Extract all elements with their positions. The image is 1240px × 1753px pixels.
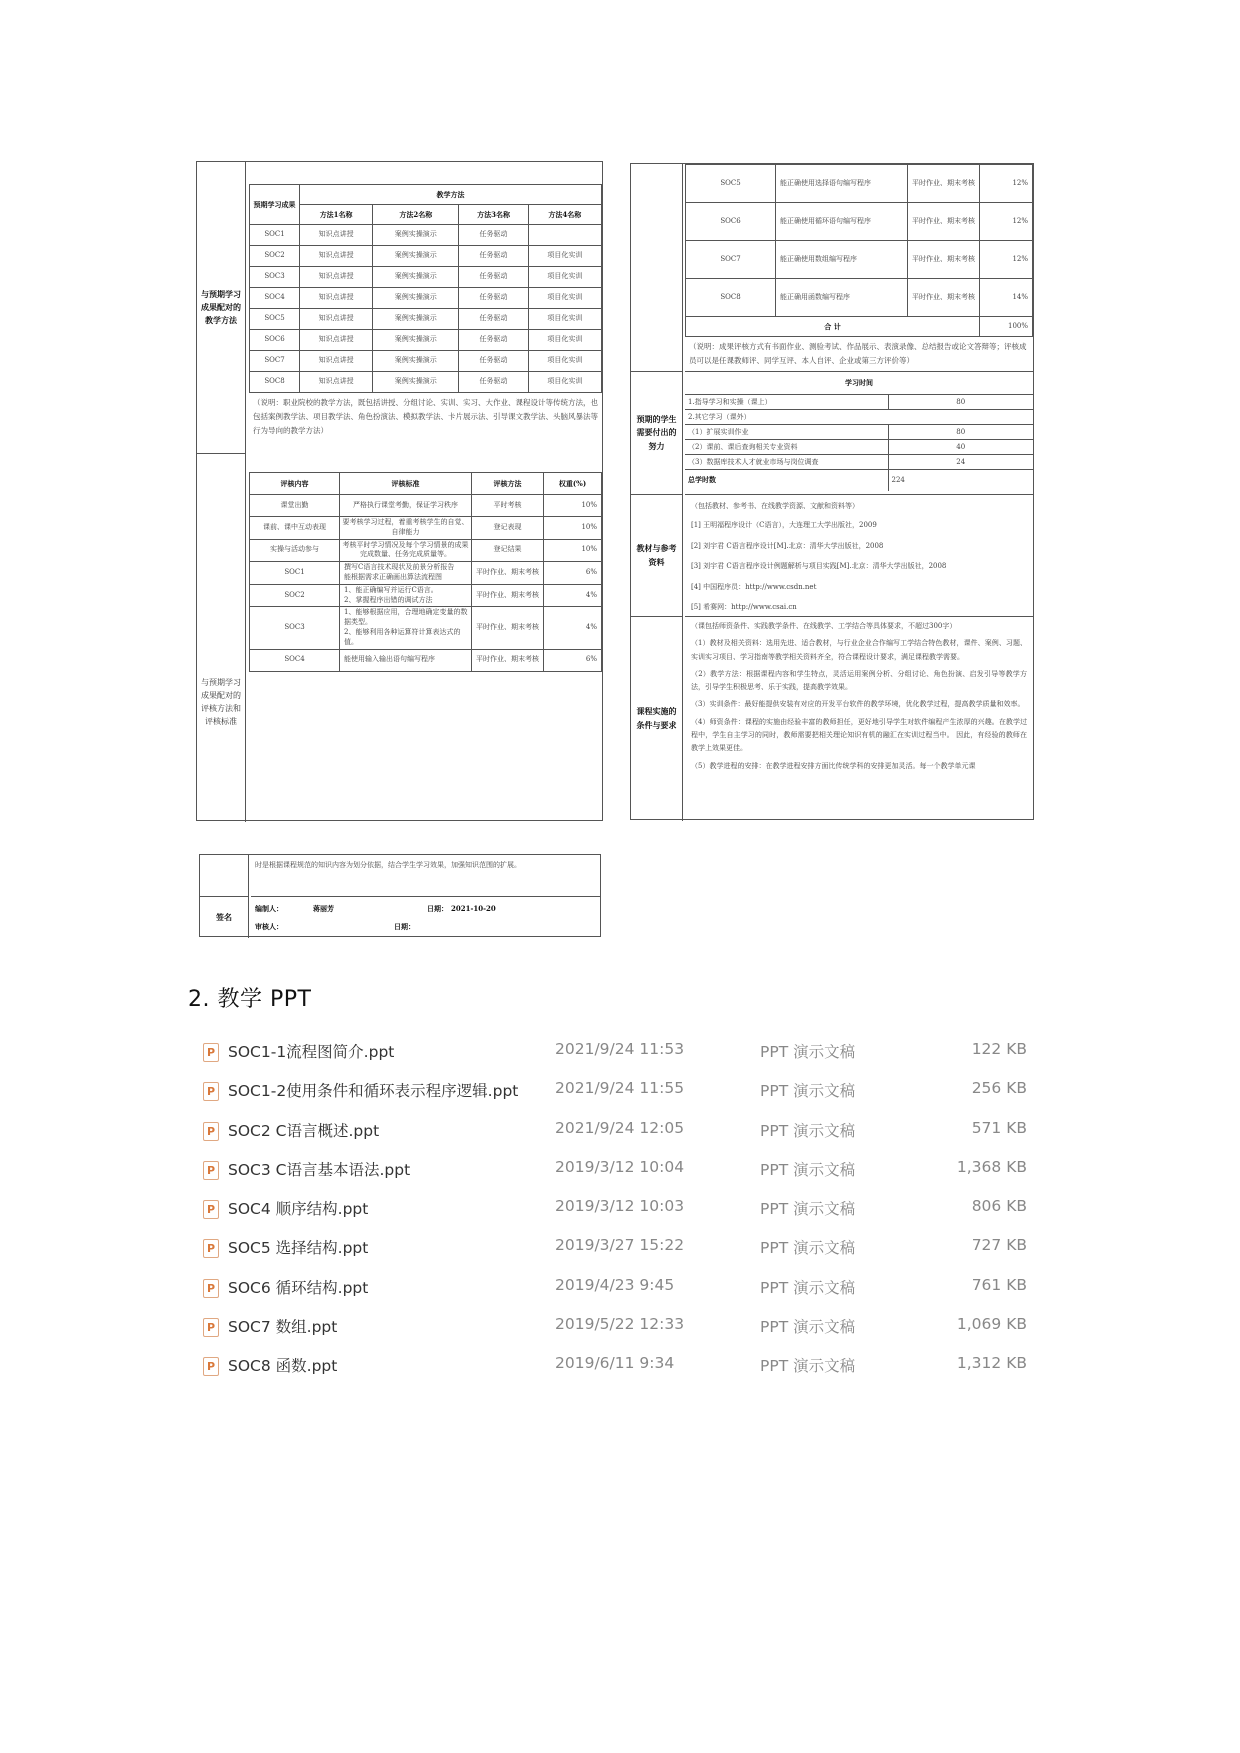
soc-cell: SOC3 <box>250 267 300 288</box>
assess-method: 平时考核 <box>472 495 544 517</box>
ppt-glyph: P <box>206 1163 216 1177</box>
file-date: 2019/5/22 12:33 <box>555 1315 685 1334</box>
assess-standard: 严格执行课堂考勤，保证学习秩序 <box>340 495 472 517</box>
study-hours: 80 <box>888 394 1033 409</box>
method-cell: 知识点讲授 <box>300 246 373 267</box>
assessment-row <box>686 279 1033 317</box>
file-name[interactable]: SOC1-1流程图简介.ppt <box>228 1043 395 1061</box>
ppt-glyph: P <box>206 1242 216 1256</box>
method-row <box>250 288 602 309</box>
method-cell: 任务驱动 <box>459 351 528 372</box>
assess-standard: 能使用输入输出语句编写程序 <box>340 649 472 671</box>
ppt-file-icon <box>203 1043 219 1062</box>
method-row <box>250 309 602 330</box>
file-row[interactable] <box>203 1036 1043 1075</box>
method-row <box>250 351 602 372</box>
assess-content: 实操与活动参与 <box>250 539 340 562</box>
assessment-row <box>250 584 602 607</box>
teaching-methods-label: 与预期学习成果配对的教学方法 <box>197 162 246 454</box>
assess-method: 平时作业、期末考核 <box>472 584 544 607</box>
requirements-continuation: 时是根据课程规范的知识内容为划分依据，结合学生学习效果，加强知识范围的扩展。 <box>251 855 600 897</box>
assessment-section <box>249 472 602 672</box>
study-hours: 40 <box>888 439 1033 454</box>
soc-cell: SOC4 <box>250 288 300 309</box>
assessment-row <box>250 539 602 562</box>
method-cell: 知识点讲授 <box>300 372 373 393</box>
syllabus-page-left <box>196 161 603 821</box>
study-header: 学习时间 <box>685 372 1033 394</box>
file-row[interactable] <box>203 1232 1043 1271</box>
continuation-label <box>200 855 249 897</box>
study-row <box>685 424 1033 439</box>
assessment-label: 与预期学习成果配对的评核方法和评核标准 <box>197 454 246 822</box>
assess-standard: 能正确用函数编写程序 <box>776 279 908 317</box>
assessment-table <box>249 472 602 672</box>
study-total-row <box>685 469 1033 491</box>
ppt-file-icon <box>203 1239 219 1258</box>
ppt-glyph: P <box>206 1321 216 1335</box>
file-row[interactable] <box>203 1154 1043 1193</box>
file-date: 2019/6/11 9:34 <box>555 1354 675 1373</box>
assess-method: 平时作业、期末考核 <box>472 607 544 649</box>
file-row[interactable] <box>203 1272 1043 1311</box>
method-cell: 任务驱动 <box>459 246 528 267</box>
method-cell: 案例实操演示 <box>373 288 459 309</box>
author-date: 2021-10-20 <box>451 904 496 913</box>
soc-cell: SOC2 <box>250 246 300 267</box>
methods-header: 教学方法 <box>300 185 602 205</box>
ppt-file-icon <box>203 1279 219 1298</box>
assess-col-header: 评核方法 <box>472 473 544 495</box>
ppt-glyph: P <box>206 1281 216 1295</box>
assess-weight: 6% <box>544 649 602 671</box>
study-effort-table <box>685 372 1033 491</box>
file-size: 1,312 KB <box>956 1354 1027 1373</box>
file-type: PPT 演示文稿 <box>760 1357 856 1376</box>
reviewer-date-label: 日期： <box>394 922 415 931</box>
method-cell: 项目化实训 <box>528 288 601 309</box>
file-name[interactable]: SOC6 循环结构.ppt <box>228 1278 369 1297</box>
study-item: 1.指导学习和实操（课上） <box>685 394 888 409</box>
assessment-row <box>250 607 602 649</box>
study-hours: 24 <box>888 454 1033 469</box>
file-size: 122 KB <box>971 1040 1027 1058</box>
file-name[interactable]: SOC3 C语言基本语法.ppt <box>228 1160 411 1179</box>
study-hours: 80 <box>888 424 1033 439</box>
assess-content: SOC6 <box>686 203 776 241</box>
assess-method: 平时作业、期末考核 <box>908 203 980 241</box>
file-name[interactable]: SOC5 选择结构.ppt <box>228 1239 369 1258</box>
method-col-header: 方法3名称 <box>459 205 528 225</box>
signature-label: 签名 <box>200 897 249 938</box>
method-col-header: 方法4名称 <box>528 205 601 225</box>
method-cell: 知识点讲授 <box>300 267 373 288</box>
file-type: PPT 演示文稿 <box>760 1278 856 1297</box>
assess-standard: 1、能正确编写并运行C语言。 2、掌握程序出错的调试方法 <box>340 584 472 607</box>
file-type: PPT 演示文稿 <box>760 1239 856 1258</box>
assess-weight: 10% <box>544 539 602 562</box>
method-cell: 案例实操演示 <box>373 246 459 267</box>
assess-content: SOC4 <box>250 649 340 671</box>
file-type: PPT 演示文稿 <box>760 1200 856 1219</box>
method-col-header: 方法1名称 <box>300 205 373 225</box>
file-type: PPT 演示文稿 <box>760 1121 856 1140</box>
assess-weight: 10% <box>544 495 602 517</box>
file-row[interactable] <box>203 1115 1043 1154</box>
assessment-row <box>250 562 602 585</box>
soc-cell: SOC7 <box>250 351 300 372</box>
method-col-header: 方法2名称 <box>373 205 459 225</box>
ppt-file-list <box>203 1036 1043 1390</box>
file-date: 2021/9/24 12:05 <box>555 1118 685 1137</box>
study-row <box>685 454 1033 469</box>
references-intro: （包括教材、参考书、在线教学资源、文献和资料等） <box>691 502 859 510</box>
assessment-row <box>686 165 1033 203</box>
assessment-row <box>250 649 602 671</box>
file-type: PPT 演示文稿 <box>760 1043 856 1061</box>
file-name[interactable]: SOC4 顺序结构.ppt <box>228 1200 369 1219</box>
reference-item: [5] 希赛网：http://www.csai.cn <box>691 603 797 611</box>
assess-content: SOC2 <box>250 584 340 607</box>
method-row <box>250 267 602 288</box>
assess-standard: 考核平时学习情况及每个学习情景的成果完成数量、任务完成质量等。 <box>340 539 472 562</box>
assess-weight: 12% <box>980 241 1033 279</box>
method-row <box>250 372 602 393</box>
assess-content: SOC1 <box>250 562 340 585</box>
assess-method: 登记结果 <box>472 539 544 562</box>
method-cell: 任务驱动 <box>459 309 528 330</box>
study-row <box>685 439 1033 454</box>
study-total-label: 总学时数 <box>688 475 716 485</box>
ppt-glyph: P <box>206 1203 216 1217</box>
author-label: 编制人： <box>255 904 283 913</box>
assessment-cont-label <box>631 164 683 372</box>
method-cell: 案例实操演示 <box>373 225 459 246</box>
assess-method: 平时作业、期末考核 <box>908 279 980 317</box>
study-effort-label: 预期的学生需要付出的努力 <box>631 372 683 495</box>
file-size: 1,368 KB <box>956 1157 1027 1176</box>
method-cell: 项目化实训 <box>528 351 601 372</box>
file-size: 571 KB <box>971 1118 1027 1137</box>
assess-weight: 6% <box>544 562 602 585</box>
study-effort-section <box>685 372 1033 495</box>
file-date: 2021/9/24 11:55 <box>555 1079 685 1098</box>
assess-weight: 14% <box>980 279 1033 317</box>
ppt-file-icon <box>203 1082 219 1101</box>
study-item: （1）扩展实训作业 <box>685 424 888 439</box>
study-item: （2）课前、课后查询相关专业资料 <box>685 439 888 454</box>
file-date: 2021/9/24 11:53 <box>555 1040 685 1058</box>
method-cell: 案例实操演示 <box>373 267 459 288</box>
file-row[interactable] <box>203 1075 1043 1114</box>
assess-content: 课前、课中互动表现 <box>250 517 340 540</box>
method-cell: 任务驱动 <box>459 267 528 288</box>
file-date: 2019/4/23 9:45 <box>555 1275 675 1294</box>
file-date: 2019/3/12 10:03 <box>555 1197 685 1216</box>
file-row[interactable] <box>203 1350 1043 1389</box>
file-name[interactable]: SOC8 函数.ppt <box>228 1357 338 1376</box>
method-cell: 项目化实训 <box>528 372 601 393</box>
ppt-glyph: P <box>206 1124 216 1138</box>
soc-cell: SOC5 <box>250 309 300 330</box>
teaching-methods-section <box>249 184 602 441</box>
requirements-label: 课程实施的条件与要求 <box>631 617 683 821</box>
method-cell: 项目化实训 <box>528 330 601 351</box>
ppt-glyph: P <box>206 1085 216 1099</box>
study-item: 2.其它学习（课外） <box>685 409 1033 424</box>
requirement-paragraph: （4）师资条件：课程的实施由经验丰富的教师担任，更好地引导学生对软件编程产生浓厚的兴趣。在教学过程中，学生自主学习的同时，教师需要把相关理论知识有机的融汇在实训过程当中。 因此，有经验的教师在教学上效果更佳。 <box>691 717 1027 753</box>
assess-method: 平时作业、期末考核 <box>908 165 980 203</box>
assessment-cont-section <box>685 164 1033 372</box>
assess-method: 平时作业、期末考核 <box>472 562 544 585</box>
assess-weight: 4% <box>544 607 602 649</box>
assessment-note: （说明：成果评核方式有书面作业、测验考试、作品展示、表演录像、总结报告或论文答辩等；评核成员可以是任课教师评、同学互评、本人自评、企业或第三方评价等） <box>689 342 1027 365</box>
file-type: PPT 演示文稿 <box>760 1160 856 1179</box>
ppt-file-icon <box>203 1318 219 1337</box>
file-size: 727 KB <box>971 1236 1027 1255</box>
assess-method: 登记表现 <box>472 517 544 540</box>
assess-standard: 要考核学习过程，着重考核学生的自觉、自律能力 <box>340 517 472 540</box>
assessment-row <box>250 517 602 540</box>
teaching-methods-note: （说明：职业院校的教学方法，既包括讲授、分组讨论、实训、实习、大作业、课程设计等传统方法，也包括案例教学法、项目教学法、角色扮演法、模拟教学法、卡片展示法、引导课文教学法、头脑风暴法等行为导向的教学方法） <box>253 398 598 435</box>
reference-item: [1] 王明福程序设计（C语言），大连理工大学出版社，2009 <box>691 521 877 529</box>
method-cell: 项目化实训 <box>528 309 601 330</box>
file-date: 2019/3/27 15:22 <box>555 1236 685 1255</box>
assessment-total-row <box>686 317 1033 337</box>
method-cell: 任务驱动 <box>459 372 528 393</box>
assess-weight: 4% <box>544 584 602 607</box>
assess-standard: 能正确使用数组编写程序 <box>776 241 908 279</box>
method-cell: 知识点讲授 <box>300 288 373 309</box>
study-header-row <box>685 372 1033 394</box>
file-type: PPT 演示文稿 <box>760 1082 856 1101</box>
file-name[interactable]: SOC7 数组.ppt <box>228 1318 338 1337</box>
assess-weight: 12% <box>980 165 1033 203</box>
ppt-section-heading: 2. 教学 PPT <box>188 987 312 1012</box>
method-cell: 项目化实训 <box>528 246 601 267</box>
file-size: 1,069 KB <box>956 1315 1027 1334</box>
total-value: 100% <box>980 317 1033 337</box>
assess-col-header: 权重(%) <box>544 473 602 495</box>
assess-method: 平时作业、期末考核 <box>908 241 980 279</box>
method-cell: 项目化实训 <box>528 267 601 288</box>
method-cell: 任务驱动 <box>459 330 528 351</box>
outcome-header: 预期学习成果 <box>250 185 300 225</box>
file-row[interactable] <box>203 1193 1043 1232</box>
assessment-row <box>686 203 1033 241</box>
file-row[interactable] <box>203 1311 1043 1350</box>
reference-item: [3] 刘宇君 C语言程序设计例题解析与项目实践[M].北京：清华大学出版社，2008 <box>691 562 947 570</box>
assess-content: SOC5 <box>686 165 776 203</box>
study-item: （3）数据库技术人才就业市场与岗位调查 <box>685 454 888 469</box>
method-cell: 案例实操演示 <box>373 309 459 330</box>
ppt-file-icon <box>203 1200 219 1219</box>
study-row <box>685 394 1033 409</box>
reference-item: [4] 中国程序员：http://www.csdn.net <box>691 582 817 591</box>
assessment-row <box>250 495 602 517</box>
study-row <box>685 409 1033 424</box>
method-row <box>250 246 602 267</box>
file-size: 806 KB <box>971 1197 1027 1216</box>
method-row <box>250 225 602 246</box>
method-cell: 案例实操演示 <box>373 372 459 393</box>
assess-standard: 撰写C语言技术现状及前景分析报告 能根据需求正确画出算法流程图 <box>340 562 472 585</box>
requirement-paragraph: （1）教材及相关资料：选用先进、适合教材，与行业企业合作编写工学结合特色教材，课件、案例、习题、实训实习项目、学习指南等教学相关资料齐全，符合课程设计要求，满足课程教学需要。 <box>691 639 1027 661</box>
file-type: PPT 演示文稿 <box>760 1318 856 1337</box>
ppt-glyph: P <box>206 1360 216 1374</box>
soc-cell: SOC1 <box>250 225 300 246</box>
study-total-value: 224 <box>888 469 1033 491</box>
soc-cell: SOC6 <box>250 330 300 351</box>
total-label: 合 计 <box>686 317 980 337</box>
assess-standard: 能正确使用循环语句编写程序 <box>776 203 908 241</box>
requirement-paragraph: （3）实训条件：最好能提供安装有对应的开发平台软件的教学环境，优化教学过程，提高教学质量和效率。 <box>691 700 1025 709</box>
method-cell: 任务驱动 <box>459 225 528 246</box>
method-row <box>250 330 602 351</box>
method-cell: 任务驱动 <box>459 288 528 309</box>
file-name[interactable]: SOC2 C语言概述.ppt <box>228 1121 380 1140</box>
assess-col-header: 评核内容 <box>250 473 340 495</box>
assess-method: 平时作业、期末考核 <box>472 649 544 671</box>
reviewer-label: 审核人： <box>255 922 283 931</box>
assess-content: 课堂出勤 <box>250 495 340 517</box>
requirement-paragraph: （5）教学进程的安排：在教学进程安排方面比传统学科的安排更加灵活。每一个教学单元课 <box>691 761 976 770</box>
file-size: 761 KB <box>971 1275 1027 1294</box>
file-name[interactable]: SOC1-2使用条件和循环表示程序逻辑.ppt <box>228 1082 519 1101</box>
signature-block <box>251 897 600 938</box>
references-section <box>685 495 1033 617</box>
method-cell: 案例实操演示 <box>373 351 459 372</box>
reference-item: [2] 刘宇君 C语言程序设计[M].北京：清华大学出版社，2008 <box>691 541 884 550</box>
assessment-row <box>686 241 1033 279</box>
assessment-cont-table <box>685 164 1033 337</box>
method-cell: 知识点讲授 <box>300 330 373 351</box>
syllabus-page-right <box>630 163 1034 820</box>
requirement-paragraph: （2）教学方法：根据课程内容和学生特点，灵活运用案例分析、分组讨论、角色扮演、启发引导等教学方法，引导学生积极思考、乐于实践，提高教学效果。 <box>691 669 1027 692</box>
assess-weight: 10% <box>544 517 602 540</box>
assess-col-header: 评核标准 <box>340 473 472 495</box>
soc-cell: SOC8 <box>250 372 300 393</box>
teaching-methods-table <box>249 184 602 393</box>
assess-content: SOC7 <box>686 241 776 279</box>
assess-content: SOC8 <box>686 279 776 317</box>
method-cell: 案例实操演示 <box>373 330 459 351</box>
assess-standard: 能正确使用选择语句编写程序 <box>776 165 908 203</box>
method-cell: 知识点讲授 <box>300 309 373 330</box>
author-name: 蒋丽芳 <box>313 904 334 913</box>
ppt-file-icon <box>203 1122 219 1141</box>
ppt-file-icon <box>203 1161 219 1180</box>
author-date-label: 日期： <box>427 904 448 913</box>
method-cell: 知识点讲授 <box>300 351 373 372</box>
ppt-glyph: P <box>206 1046 216 1059</box>
assess-content: SOC3 <box>250 607 340 649</box>
references-label: 教材与参考资料 <box>631 495 683 617</box>
requirements-intro: （课包括师资条件、实践教学条件、在线教学、工学结合等具体要求，不超过300字） <box>691 622 957 630</box>
file-size: 256 KB <box>971 1079 1027 1098</box>
requirements-section <box>685 617 1033 821</box>
file-date: 2019/3/12 10:04 <box>555 1157 685 1176</box>
ppt-file-icon <box>203 1357 219 1376</box>
signature-panel <box>199 854 601 937</box>
assess-weight: 12% <box>980 203 1033 241</box>
method-cell: 知识点讲授 <box>300 225 373 246</box>
assess-standard: 1、能够根据应用，合理地确定变量的数据类型。 2、能够利用各种运算符计算表达式的值。 <box>340 607 472 649</box>
method-cell <box>528 225 601 246</box>
